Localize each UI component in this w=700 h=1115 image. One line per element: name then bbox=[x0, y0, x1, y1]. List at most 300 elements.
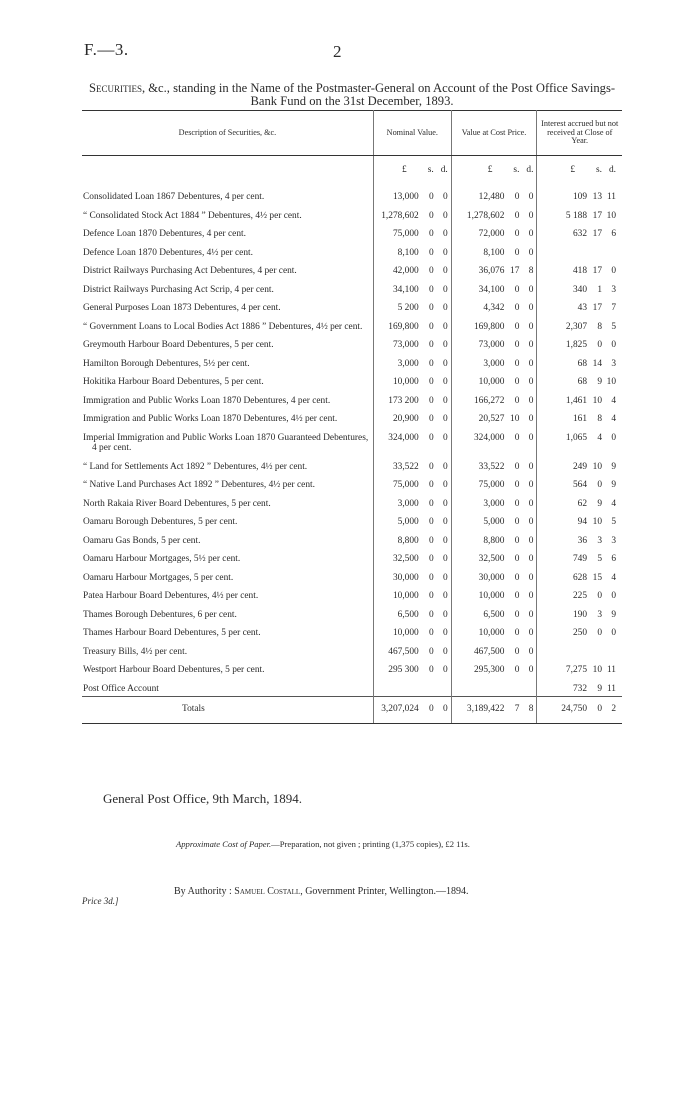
amount-pence: 0 bbox=[611, 340, 616, 350]
amount-shillings: 0 bbox=[514, 535, 520, 546]
amount-pounds: 34,100 bbox=[478, 284, 505, 295]
amount-pounds: 3,189,422 bbox=[466, 704, 505, 714]
amount-pounds: 749 bbox=[572, 554, 587, 564]
amount-shillings: 0 bbox=[514, 321, 520, 332]
security-description: Patea Harbour Board Debentures, 4½ per cent. bbox=[83, 591, 259, 601]
val-cell bbox=[451, 353, 537, 372]
amount-shillings: 0 bbox=[429, 609, 434, 620]
printer-authority bbox=[174, 886, 469, 897]
amount-pounds: 10,000 bbox=[392, 628, 419, 638]
int-cell bbox=[537, 493, 622, 512]
int-cell bbox=[537, 223, 622, 242]
amount-pence: 0 bbox=[528, 554, 534, 564]
amount-shillings: 0 bbox=[514, 432, 520, 443]
table-row bbox=[82, 511, 622, 530]
table-row bbox=[82, 427, 622, 456]
int-cell bbox=[537, 427, 622, 456]
amount-shillings: 0 bbox=[429, 480, 434, 490]
amount-shillings: 0 bbox=[429, 414, 434, 424]
amount-pounds: 340 bbox=[572, 284, 587, 295]
amount-pence: 6 bbox=[611, 229, 616, 239]
security-description: Hamilton Borough Debentures, 5½ per cent. bbox=[83, 358, 250, 369]
amount-pence: 3 bbox=[611, 284, 616, 295]
table-row bbox=[82, 390, 622, 409]
amount-shillings: 8 bbox=[597, 414, 602, 424]
amount-shillings: 0 bbox=[429, 591, 434, 601]
int-cell bbox=[537, 567, 622, 586]
amount-pounds: 36,076 bbox=[478, 266, 505, 276]
amount-pounds: 34,100 bbox=[392, 284, 419, 295]
amount-pounds: 75,000 bbox=[478, 480, 505, 490]
authority-rest: , Government Printer, Wellington.—1894. bbox=[300, 886, 469, 897]
int-cell bbox=[537, 641, 622, 660]
amount-pence: 0 bbox=[443, 377, 448, 387]
amount-pounds: 4,342 bbox=[483, 303, 505, 313]
val-cell bbox=[451, 548, 537, 567]
amount-pounds: 32,500 bbox=[478, 554, 505, 564]
nom-cell bbox=[373, 641, 451, 660]
amount-pence: 7 bbox=[611, 303, 616, 313]
table-row bbox=[82, 371, 622, 390]
amount-pence: 5 bbox=[611, 321, 616, 332]
amount-shillings: 17 bbox=[592, 303, 602, 313]
amount-pounds: 10,000 bbox=[392, 591, 419, 601]
amount-pounds: 1,278,602 bbox=[381, 210, 419, 221]
amount-shillings: 0 bbox=[514, 192, 520, 202]
amount-pence: 0 bbox=[528, 591, 534, 601]
int-cell bbox=[537, 334, 622, 353]
nom-cell bbox=[373, 353, 451, 372]
amount-pence: 0 bbox=[528, 229, 534, 239]
amount-pence: 2 bbox=[611, 704, 616, 714]
amount-shillings: 10 bbox=[510, 414, 520, 424]
amount-pounds: 6,500 bbox=[483, 609, 505, 620]
footer-date-line: General Post Office, 9th March, 1894. bbox=[103, 791, 303, 806]
val-cell bbox=[451, 678, 537, 697]
security-description: “ Land for Settlements Act 1892 ” Debentures, 4½ per cent. bbox=[83, 461, 308, 472]
totals-label: Totals bbox=[82, 697, 373, 724]
amount-pence: 10 bbox=[606, 377, 616, 387]
amount-shillings: 17 bbox=[510, 266, 520, 276]
amount-pounds: 33,522 bbox=[392, 461, 419, 472]
security-description: Immigration and Public Works Loan 1870 Debentures, 4½ per cent. bbox=[83, 414, 338, 424]
amount-shillings: 0 bbox=[514, 554, 520, 564]
amount-pounds: 10,000 bbox=[392, 377, 419, 387]
amount-pence: 0 bbox=[443, 535, 448, 546]
table-body bbox=[82, 156, 622, 724]
int-cell bbox=[537, 622, 622, 641]
amount-pounds: 94 bbox=[577, 517, 587, 527]
amount-pounds: 3,000 bbox=[397, 358, 419, 369]
amount-shillings: 0 bbox=[514, 210, 520, 221]
table-row bbox=[82, 334, 622, 353]
amount-shillings: 0 bbox=[429, 247, 434, 258]
amount-pence: 0 bbox=[443, 414, 448, 424]
table-row bbox=[82, 548, 622, 567]
amount-shillings: 0 bbox=[429, 498, 434, 509]
nom-cell bbox=[373, 390, 451, 409]
amount-shillings: 0 bbox=[597, 480, 602, 490]
amount-pence: 0 bbox=[443, 358, 448, 369]
amount-shillings: 0 bbox=[514, 247, 520, 258]
amount-shillings: 0 bbox=[429, 704, 434, 714]
amount-shillings: 9 bbox=[597, 683, 602, 694]
amount-pounds: 173 200 bbox=[388, 395, 419, 406]
val-cell bbox=[451, 456, 537, 475]
amount-shillings: 0 bbox=[514, 284, 520, 295]
amount-pounds: 7,275 bbox=[565, 665, 587, 675]
amount-pounds: 3,000 bbox=[483, 498, 505, 509]
amount-pence: 4 bbox=[611, 572, 616, 583]
amount-shillings: 0 bbox=[429, 284, 434, 295]
val-cell bbox=[451, 585, 537, 604]
amount-pounds: 190 bbox=[572, 609, 587, 620]
amount-pounds: 5 200 bbox=[397, 303, 419, 313]
amount-pence: 0 bbox=[443, 192, 448, 202]
table-row bbox=[82, 585, 622, 604]
amount-shillings: 0 bbox=[429, 461, 434, 472]
amount-pence: 9 bbox=[611, 480, 616, 490]
nom-cell bbox=[373, 659, 451, 678]
amount-shillings: 0 bbox=[514, 395, 520, 406]
cost-label: Approximate Cost of Paper. bbox=[176, 839, 272, 849]
amount-shillings: 4 bbox=[597, 432, 602, 443]
table-row bbox=[82, 530, 622, 549]
amount-pence: 8 bbox=[528, 704, 534, 714]
nom-cell bbox=[373, 530, 451, 549]
amount-pounds: 5 188 bbox=[565, 210, 587, 221]
amount-shillings: 0 bbox=[429, 303, 434, 313]
column-header-interest: Interest accrued but not received at Close of Year. bbox=[537, 111, 622, 156]
amount-pounds: 3,000 bbox=[483, 358, 505, 369]
int-cell bbox=[537, 371, 622, 390]
amount-pence: 0 bbox=[528, 498, 534, 509]
nom-cell bbox=[373, 427, 451, 456]
unit-shillings: s. bbox=[513, 165, 520, 175]
security-description: District Railways Purchasing Act Scrip, 4 per cent. bbox=[83, 284, 274, 295]
amount-shillings: 0 bbox=[429, 229, 434, 239]
column-header-nominal: Nominal Value. bbox=[373, 111, 451, 156]
nom-cell bbox=[373, 371, 451, 390]
amount-pounds: 8,100 bbox=[397, 247, 419, 258]
units-row bbox=[82, 156, 622, 187]
table-row bbox=[82, 604, 622, 623]
amount-pounds: 8,800 bbox=[483, 535, 505, 546]
table-row bbox=[82, 456, 622, 475]
title-lead: Securities bbox=[88, 81, 142, 95]
amount-pounds: 632 bbox=[572, 229, 587, 239]
int-cell bbox=[537, 548, 622, 567]
amount-pence: 0 bbox=[443, 609, 448, 620]
amount-pounds: 75,000 bbox=[392, 229, 419, 239]
amount-pounds: 161 bbox=[572, 414, 587, 424]
amount-pounds: 68 bbox=[577, 377, 587, 387]
totals-row bbox=[82, 697, 622, 724]
amount-shillings: 0 bbox=[514, 340, 520, 350]
amount-pence: 0 bbox=[528, 210, 534, 221]
amount-pounds: 36 bbox=[577, 535, 587, 546]
price-note: Price 3d.] bbox=[82, 896, 119, 906]
amount-pounds: 169,800 bbox=[473, 321, 505, 332]
document-title bbox=[82, 82, 622, 108]
amount-pounds: 732 bbox=[572, 683, 587, 694]
amount-shillings: 0 bbox=[597, 628, 602, 638]
amount-pence: 0 bbox=[528, 628, 534, 638]
amount-pence: 0 bbox=[443, 340, 448, 350]
security-description: “ Government Loans to Local Bodies Act 1886 ” Debentures, 4½ per cent. bbox=[83, 321, 363, 332]
amount-shillings: 0 bbox=[514, 358, 520, 369]
unit-pounds: £ bbox=[487, 165, 493, 175]
val-cell bbox=[451, 334, 537, 353]
security-description: Oamaru Borough Debentures, 5 per cent. bbox=[83, 517, 238, 527]
nom-cell bbox=[373, 511, 451, 530]
amount-pounds: 43 bbox=[577, 303, 587, 313]
nom-cell bbox=[373, 585, 451, 604]
amount-pence: 0 bbox=[443, 284, 448, 295]
amount-shillings: 0 bbox=[429, 646, 434, 657]
nom-cell bbox=[373, 548, 451, 567]
amount-pounds: 10,000 bbox=[478, 591, 505, 601]
security-description: Immigration and Public Works Loan 1870 Debentures, 4 per cent. bbox=[83, 395, 331, 406]
val-cell bbox=[451, 297, 537, 316]
table-row bbox=[82, 316, 622, 335]
val-cell bbox=[451, 474, 537, 493]
val-cell bbox=[451, 530, 537, 549]
amount-shillings: 0 bbox=[429, 321, 434, 332]
unit-pounds: £ bbox=[402, 165, 407, 175]
amount-pence: 0 bbox=[528, 517, 534, 527]
security-description: Consolidated Loan 1867 Debentures, 4 per cent. bbox=[83, 192, 265, 202]
amount-shillings: 0 bbox=[597, 591, 602, 601]
title-rest: , &c., standing in the Name of the Postmaster-General on Account of the Post Office Savings-Bank Fund on the 31st December, 1893. bbox=[141, 81, 616, 108]
amount-pence: 0 bbox=[528, 377, 534, 387]
amount-pence: 0 bbox=[528, 358, 534, 369]
amount-shillings: 7 bbox=[514, 704, 520, 714]
val-cell bbox=[451, 408, 537, 427]
table-row bbox=[82, 186, 622, 205]
nom-cell bbox=[373, 242, 451, 261]
amount-pounds: 1,825 bbox=[565, 340, 587, 350]
table-row bbox=[82, 242, 622, 261]
val-cell bbox=[451, 697, 537, 724]
amount-shillings: 0 bbox=[514, 665, 520, 675]
amount-pence: 0 bbox=[443, 704, 448, 714]
securities-table bbox=[82, 110, 622, 724]
cost-text: —Preparation, not given ; printing (1,375 copies), £2 11s. bbox=[271, 839, 470, 849]
amount-pence: 11 bbox=[606, 683, 616, 694]
amount-pence: 0 bbox=[528, 321, 534, 332]
amount-pence: 0 bbox=[528, 340, 534, 350]
amount-pence: 0 bbox=[443, 554, 448, 564]
amount-pence: 0 bbox=[528, 665, 534, 675]
table-row bbox=[82, 279, 622, 298]
amount-pounds: 1,461 bbox=[565, 395, 587, 406]
nom-cell bbox=[373, 697, 451, 724]
int-cell bbox=[537, 186, 622, 205]
val-cell bbox=[451, 390, 537, 409]
amount-pounds: 10,000 bbox=[478, 628, 505, 638]
amount-shillings: 0 bbox=[514, 461, 520, 472]
nom-cell bbox=[373, 279, 451, 298]
amount-shillings: 0 bbox=[514, 646, 520, 657]
amount-pounds: 109 bbox=[572, 192, 587, 202]
int-cell bbox=[537, 456, 622, 475]
amount-shillings: 0 bbox=[429, 210, 434, 221]
amount-shillings: 9 bbox=[597, 377, 602, 387]
amount-shillings: 0 bbox=[429, 628, 434, 638]
security-description: Defence Loan 1870 Debentures, 4 per cent. bbox=[83, 229, 246, 239]
table-row bbox=[82, 659, 622, 678]
amount-pounds: 13,000 bbox=[392, 192, 419, 202]
amount-shillings: 0 bbox=[429, 192, 434, 202]
amount-pounds: 2,307 bbox=[565, 321, 587, 332]
int-cell bbox=[537, 242, 622, 261]
amount-shillings: 0 bbox=[514, 498, 520, 509]
amount-pounds: 564 bbox=[572, 480, 587, 490]
amount-shillings: 17 bbox=[592, 229, 602, 239]
amount-pounds: 75,000 bbox=[392, 480, 419, 490]
amount-shillings: 0 bbox=[514, 591, 520, 601]
amount-pence: 9 bbox=[611, 609, 616, 620]
amount-shillings: 0 bbox=[597, 340, 602, 350]
amount-pence: 0 bbox=[528, 609, 534, 620]
security-description: Westport Harbour Board Debentures, 5 per cent. bbox=[83, 665, 265, 675]
amount-pounds: 32,500 bbox=[392, 554, 419, 564]
amount-pence: 0 bbox=[443, 665, 448, 675]
amount-pounds: 249 bbox=[572, 461, 587, 472]
nom-cell bbox=[373, 474, 451, 493]
security-description: District Railways Purchasing Act Debentures, 4 per cent. bbox=[83, 266, 297, 276]
amount-pence: 4 bbox=[611, 414, 616, 424]
amount-pence: 0 bbox=[528, 395, 534, 406]
amount-shillings: 0 bbox=[429, 665, 434, 675]
amount-pence: 11 bbox=[606, 665, 616, 675]
val-cell bbox=[451, 427, 537, 456]
security-description: Oamaru Harbour Mortgages, 5 per cent. bbox=[83, 572, 234, 583]
security-description: “ Native Land Purchases Act 1892 ” Debentures, 4½ per cent. bbox=[83, 480, 315, 490]
amount-pence: 0 bbox=[528, 572, 534, 583]
nom-cell bbox=[373, 456, 451, 475]
security-description: Greymouth Harbour Board Debentures, 5 per cent. bbox=[83, 340, 274, 350]
table-row bbox=[82, 641, 622, 660]
val-cell bbox=[451, 371, 537, 390]
int-cell bbox=[537, 604, 622, 623]
table-row bbox=[82, 353, 622, 372]
column-header-value: Value at Cost Price. bbox=[451, 111, 537, 156]
amount-shillings: 15 bbox=[592, 572, 602, 583]
amount-pence: 0 bbox=[528, 432, 534, 443]
amount-shillings: 0 bbox=[429, 517, 434, 527]
amount-pence: 0 bbox=[443, 591, 448, 601]
table-row bbox=[82, 260, 622, 279]
page-number: 2 bbox=[333, 42, 342, 61]
amount-pounds: 5,000 bbox=[397, 517, 419, 527]
val-cell bbox=[451, 641, 537, 660]
table-row bbox=[82, 567, 622, 586]
authority-lead: By Authority : bbox=[174, 886, 232, 897]
amount-pence: 6 bbox=[611, 554, 616, 564]
amount-shillings: 10 bbox=[592, 461, 602, 472]
nom-cell bbox=[373, 186, 451, 205]
amount-shillings: 0 bbox=[429, 340, 434, 350]
amount-shillings: 10 bbox=[592, 395, 602, 406]
column-header-description: Description of Securities, &c. bbox=[82, 111, 373, 156]
table-row bbox=[82, 678, 622, 697]
amount-pence: 9 bbox=[611, 461, 616, 472]
table-row bbox=[82, 205, 622, 224]
int-cell bbox=[537, 408, 622, 427]
int-cell bbox=[537, 585, 622, 604]
amount-shillings: 0 bbox=[514, 303, 520, 313]
amount-pounds: 30,000 bbox=[392, 572, 419, 583]
amount-pounds: 24,750 bbox=[561, 704, 587, 714]
val-cell bbox=[451, 567, 537, 586]
cost-of-paper bbox=[176, 839, 470, 849]
security-description: Imperial Immigration and Public Works Loan 1870 Guaranteed Debentures, 4 per cent. bbox=[83, 432, 369, 453]
amount-pounds: 20,527 bbox=[478, 414, 505, 424]
amount-shillings: 10 bbox=[592, 665, 602, 675]
amount-pounds: 1,065 bbox=[565, 432, 587, 443]
int-cell bbox=[537, 390, 622, 409]
amount-shillings: 17 bbox=[592, 210, 602, 221]
amount-pounds: 324,000 bbox=[388, 432, 419, 443]
amount-shillings: 0 bbox=[597, 704, 602, 714]
amount-pounds: 10,000 bbox=[478, 377, 505, 387]
amount-shillings: 0 bbox=[429, 377, 434, 387]
int-cell bbox=[537, 279, 622, 298]
amount-pounds: 73,000 bbox=[478, 340, 505, 350]
amount-shillings: 1 bbox=[597, 284, 602, 295]
amount-shillings: 0 bbox=[429, 535, 434, 546]
table-row bbox=[82, 408, 622, 427]
amount-pounds: 418 bbox=[572, 266, 587, 276]
nom-cell bbox=[373, 567, 451, 586]
amount-pence: 0 bbox=[528, 247, 534, 258]
nom-cell bbox=[373, 493, 451, 512]
unit-pounds: £ bbox=[570, 165, 575, 175]
amount-pence: 0 bbox=[611, 628, 616, 638]
amount-pounds: 467,500 bbox=[388, 646, 419, 657]
int-cell bbox=[537, 511, 622, 530]
amount-shillings: 3 bbox=[597, 609, 602, 620]
amount-pounds: 166,272 bbox=[473, 395, 505, 406]
amount-pounds: 42,000 bbox=[392, 266, 419, 276]
amount-pence: 0 bbox=[528, 284, 534, 295]
unit-shillings: s. bbox=[427, 165, 434, 175]
amount-shillings: 17 bbox=[592, 266, 602, 276]
table-row bbox=[82, 622, 622, 641]
amount-pence: 3 bbox=[611, 535, 616, 546]
int-cell bbox=[537, 530, 622, 549]
int-cell bbox=[537, 205, 622, 224]
int-cell bbox=[537, 678, 622, 697]
nom-cell bbox=[373, 678, 451, 697]
amount-pounds: 1,278,602 bbox=[466, 210, 505, 221]
amount-pounds: 295 300 bbox=[388, 665, 419, 675]
int-cell bbox=[537, 316, 622, 335]
amount-pence: 0 bbox=[443, 303, 448, 313]
amount-pounds: 8,100 bbox=[483, 247, 505, 258]
int-cell bbox=[537, 474, 622, 493]
nom-cell bbox=[373, 297, 451, 316]
amount-shillings: 9 bbox=[597, 498, 602, 509]
amount-shillings: 0 bbox=[514, 480, 520, 490]
val-cell bbox=[451, 604, 537, 623]
amount-pence: 0 bbox=[443, 461, 448, 472]
val-cell bbox=[451, 622, 537, 641]
unit-pence: d. bbox=[608, 165, 616, 175]
nom-cell bbox=[373, 604, 451, 623]
